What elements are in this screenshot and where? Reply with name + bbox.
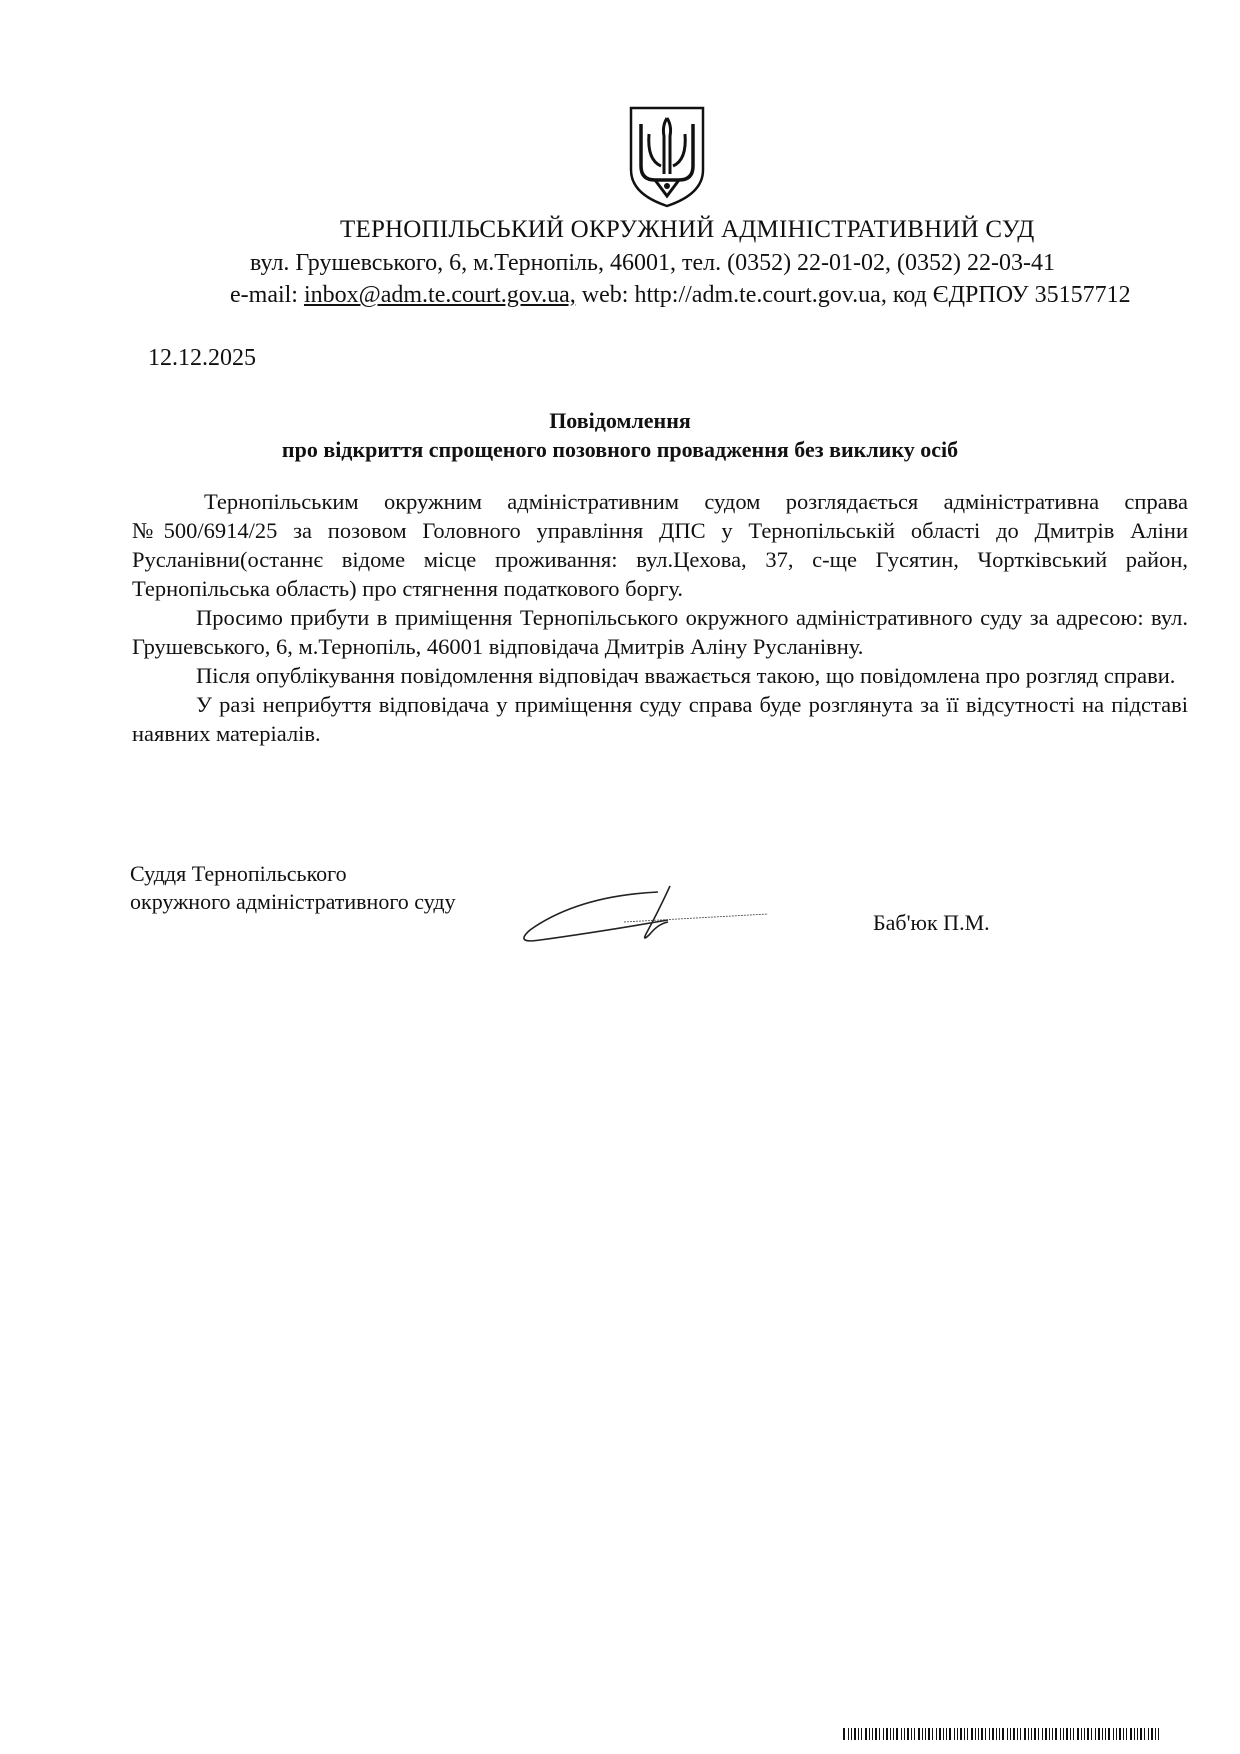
court-name: ТЕРНОПІЛЬСЬКИЙ ОКРУЖНИЙ АДМІНІСТРАТИВНИЙ СУД [340, 216, 1035, 243]
web-and-code: web: http://adm.te.court.gov.ua, код ЄДРПОУ 35157712 [575, 282, 1131, 308]
coat-of-arms-trident-icon [627, 104, 707, 210]
body-paragraph: Просимо прибути в приміщення Тернопільського окружного адміністративного суду за адресою: вул. Грушевського, 6, м.Тернопіль, 46001 відповідача Дмитрів Аліну Русланівну. [132, 605, 1188, 659]
email-link[interactable]: inbox@adm.te.court.gov.ua, [303, 282, 576, 308]
body-paragraph: У разі неприбуття відповідача у приміщення суду справа буде розглянута за її відсутності на підставі наявних матеріалів. [132, 692, 1188, 746]
judge-position-line: окружного адміністративного суду [130, 889, 456, 914]
notice-title: Повідомлення [549, 408, 691, 433]
notice-subtitle: про відкриття спрощеного позовного провадження без виклику осіб [281, 437, 959, 462]
court-contacts [230, 282, 1190, 309]
body-paragraph: Тернопільським окружним адміністративним судом розглядається адміністративна справа №500/6914/25 за позовом Головного управління ДПС у Тернопільській області до Дмитрів Аліни Русланівни(останнє відоме місце проживання: вул.Цехова, 37, с-ще Гусятин, Чортківський район, Тернопільська область) про стягнення податкового боргу. [132, 489, 1188, 601]
judge-position [130, 860, 456, 916]
document-barcode [843, 1728, 1163, 1740]
email-label: e-mail: [230, 282, 304, 308]
court-address: вул. Грушевського, 6, м.Тернопіль, 46001, тел. (0352) 22-01-02, (0352) 22-03-41 [250, 250, 1056, 276]
notice-body [132, 487, 1188, 748]
document-date: 12.12.2025 [148, 345, 256, 371]
judge-position-line: Суддя Тернопільського [130, 861, 347, 886]
body-paragraph: Після опублікування повідомлення відповідач вважається такою, що повідомлена про розгляд справи. [196, 663, 1176, 688]
signer-name: Баб'юк П.М. [873, 910, 990, 935]
handwritten-signature [518, 882, 778, 962]
